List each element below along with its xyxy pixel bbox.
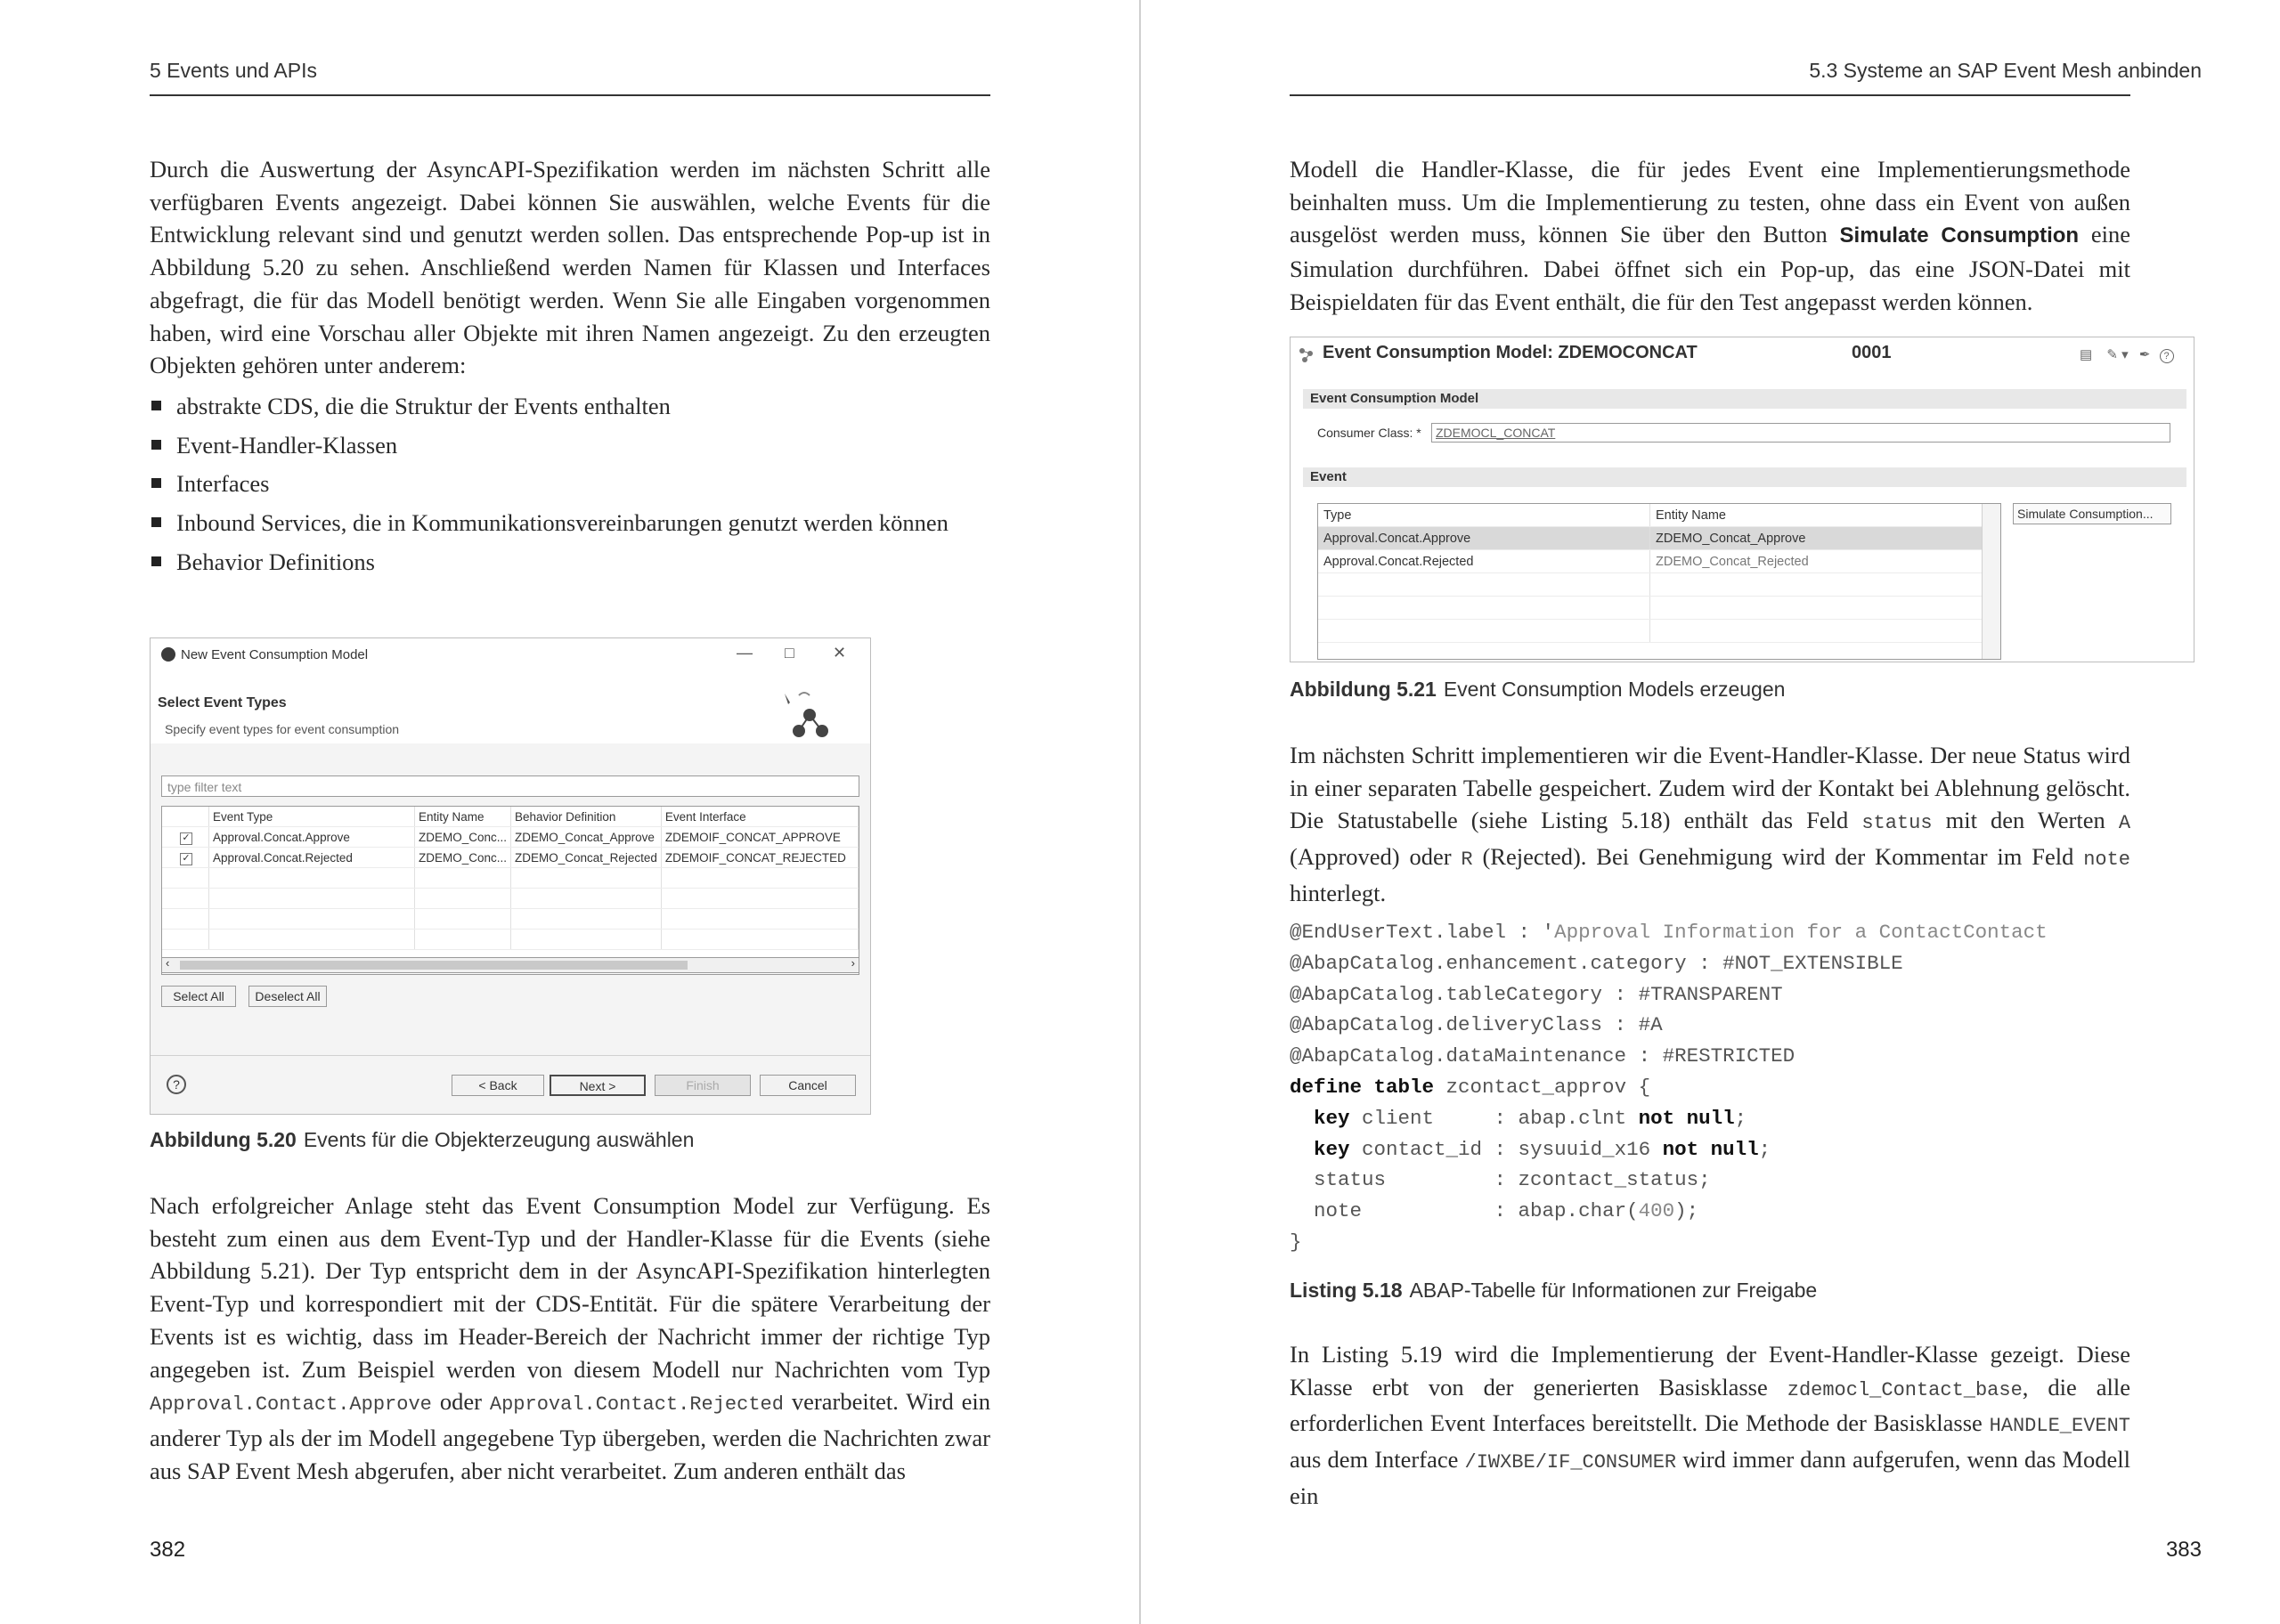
header-rule — [1290, 94, 2130, 96]
editor-title: Event Consumption Model: ZDEMOCONCAT — [1323, 343, 1698, 362]
wizard-banner — [151, 672, 870, 743]
help-icon[interactable]: ? — [167, 1075, 186, 1094]
next-button[interactable]: Next > — [550, 1075, 646, 1096]
event-table — [1317, 503, 2001, 660]
section-header[interactable]: Event — [1303, 467, 2186, 487]
list-item: Event-Handler-Klassen — [150, 429, 951, 462]
bullet-marker — [151, 517, 161, 527]
paragraph: In Listing 5.19 wird die Implementierung der Event-Handler-Klasse gezeigt. Diese Klasse erbt von der generierten Basisklasse zdemocl_Contact_base, die alle erforderlichen Event Interfaces bereitstellt. Die Methode der Basisklasse HANDLE_EVENT aus dem Interface /IWXBE/IF_CONSUMER wird immer dann aufgerufen, wenn das Modell ein — [1290, 1341, 2131, 1509]
minimize-icon[interactable]: — — [737, 644, 753, 662]
page-number: 383 — [2165, 1538, 2202, 1562]
event-consumption-model-screenshot — [1290, 337, 2194, 662]
scroll-left-icon[interactable]: ‹ — [166, 956, 170, 970]
list-item: Inbound Services, die in Kommunikationsvereinbarungen genutzt werden können — [150, 507, 960, 540]
simulate-consumption-button[interactable]: Simulate Consumption... — [2013, 503, 2171, 524]
checkbox[interactable]: ✓ — [180, 832, 192, 845]
vertical-scrollbar[interactable] — [1982, 504, 2000, 659]
ui-button-reference: Simulate Consumption — [1839, 223, 2080, 248]
table-header-row — [162, 807, 859, 827]
running-header: 5.3 Systeme an SAP Event Mesh anbinden — [1809, 59, 2202, 82]
consumer-class-field[interactable]: ZDEMOCL_CONCAT — [1431, 423, 2170, 443]
running-header: 5 Events und APIs — [150, 59, 317, 82]
eclipse-icon — [161, 647, 175, 662]
table-row[interactable]: Approval.Concat.Approve ZDEMO_Concat_Approve — [1318, 527, 1984, 550]
help-icon[interactable]: ? — [2160, 349, 2174, 363]
document-icon[interactable]: ▤ — [2080, 347, 2093, 362]
back-button[interactable]: < Back — [452, 1075, 544, 1096]
table-row[interactable]: ✓ Approval.Concat.Rejected ZDEMO_Conc... ZDEMO_Concat_Rejected ZDEMOIF_CONCAT_REJECTED — [162, 848, 859, 868]
empty-row — [162, 909, 859, 930]
column-header[interactable]: Entity Name — [415, 807, 511, 827]
paragraph — [150, 153, 990, 382]
finish-button[interactable]: Finish — [655, 1075, 751, 1096]
divider — [151, 1055, 870, 1056]
model-icon — [1298, 346, 1315, 364]
left-page — [0, 0, 1139, 1624]
code-listing: @EndUserText.label : 'Approval Information for a ContactContact @AbapCatalog.enhancement.category : #NOT_EXTENSIBLE @AbapCatalog.tableCategory : #TRANSPARENT @AbapCatalog.deliveryClass : #A @AbapCatalog.dataMaintenance : #RESTRICTED define table zcontact_approv { key client : abap.clnt not null; key contact_id : sysuuid_x16 not null; status : zcontact_status; note : abap.char(400); } — [1290, 921, 2048, 1254]
dropdown-icon[interactable]: ▾ — [2121, 347, 2129, 362]
cancel-button[interactable]: Cancel — [760, 1075, 856, 1096]
select-all-button[interactable]: Select All — [161, 986, 236, 1007]
column-header[interactable]: Event Type — [209, 807, 415, 827]
dialog-screenshot — [150, 637, 871, 1115]
editor-number: 0001 — [1852, 343, 1892, 362]
column-header[interactable]: Entity Name — [1650, 504, 1984, 527]
empty-row — [162, 930, 859, 950]
deselect-all-button[interactable]: Deselect All — [248, 986, 327, 1007]
consumer-class-label: Consumer Class: * — [1317, 426, 1421, 440]
empty-row — [1318, 597, 1984, 620]
paragraph-text: Durch die Auswertung der AsyncAPI-Spezifikation werden im nächsten Schritt alle verfügbaren Events angezeigt. Dabei können Sie auswählen, welche Events für die Entwicklung relevant sind und genutzt werden sollen. Das entsprechende Pop-up ist in Abbildung 5.20 zu sehen. Anschließend werden Namen für Klassen und Interfaces abgefragt, die für das Modell benötigt werden. Wenn Sie alle Eingaben vorgenommen haben, wird eine Vorschau aller Objekte mit ihren Namen angezeigt. Zu den erzeugten Objekten gehören unter anderem: — [150, 156, 990, 379]
maximize-icon[interactable]: □ — [785, 644, 794, 662]
empty-row — [1318, 620, 1984, 643]
network-graphic-icon — [772, 681, 843, 738]
checkbox[interactable]: ✓ — [180, 853, 192, 865]
empty-row — [162, 889, 859, 909]
section-header[interactable]: Event Consumption Model — [1303, 389, 2186, 409]
horizontal-scrollbar[interactable] — [161, 957, 859, 973]
column-header[interactable]: Type — [1318, 504, 1650, 527]
close-icon[interactable]: ✕ — [833, 644, 847, 662]
bullet-marker — [151, 478, 161, 488]
column-header[interactable]: Event Interface — [661, 807, 858, 827]
paragraph: Modell die Handler-Klasse, die für jedes Event eine Implementierungsmethode beinhalten muss. Um die Implementierung zu testen, ohne dass ein Event von außen ausgelöst werden muss, können Sie über den Button Simulate Consumption eine Simulation durchführen. Dabei öffnet sich ein Pop-up, das eine JSON-Datei mit Beispieldaten für das Event enthält, die für den Test angepasst werden können. — [1290, 156, 2131, 315]
header-rule — [150, 94, 990, 96]
wizard-subheading: Specify event types for event consumption — [165, 722, 400, 736]
list-item: abstrakte CDS, die die Struktur der Events enthalten — [150, 390, 951, 423]
bullet-marker — [151, 556, 161, 566]
table-header-row — [1318, 504, 1984, 527]
bullet-list — [150, 390, 951, 585]
dialog-title: New Event Consumption Model — [181, 647, 369, 662]
bullet-marker — [151, 440, 161, 450]
paragraph: Im nächsten Schritt implementieren wir die Event-Handler-Klasse. Der neue Status wird in einer separaten Tabelle gespeichert. Zudem wird der Kontakt bei Ablehnung gelöscht. Die Statustabelle (siehe Listing 5.18) enthält das Feld status mit den Werten A (Approved) oder R (Rejected). Bei Genehmigung wird der Kommentar im Feld note hinterlegt. — [1290, 742, 2131, 906]
page-number: 382 — [150, 1538, 186, 1562]
event-type-table — [161, 806, 859, 975]
empty-row — [162, 868, 859, 889]
empty-row — [1318, 573, 1984, 597]
dialog-titlebar — [151, 638, 870, 673]
list-item: Behavior Definitions — [150, 546, 951, 579]
scroll-right-icon[interactable]: › — [851, 956, 855, 970]
table-row[interactable]: Approval.Concat.Rejected ZDEMO_Concat_Rejected — [1318, 550, 1984, 573]
scrollbar-thumb[interactable] — [180, 961, 688, 970]
edit-icon[interactable]: ✎ — [2106, 347, 2118, 362]
list-item: Interfaces — [150, 467, 951, 500]
filter-input[interactable]: type filter text — [161, 775, 859, 797]
column-header[interactable]: Behavior Definition — [511, 807, 662, 827]
toolbar-icons — [2080, 346, 2174, 363]
table-row[interactable]: ✓ Approval.Concat.Approve ZDEMO_Conc... ZDEMO_Concat_Approve ZDEMOIF_CONCAT_APPROVE — [162, 827, 859, 848]
figure-caption: Abbildung 5.20 Events für die Objekterzeugung auswählen — [150, 1128, 695, 1151]
listing-caption: Listing 5.18 ABAP-Tabelle für Informationen zur Freigabe — [1290, 1279, 1818, 1302]
bullet-marker — [151, 401, 161, 410]
paragraph: Nach erfolgreicher Anlage steht das Event Consumption Model zur Verfügung. Es besteht zum einen aus dem Event-Typ und der Handler-Klasse für die Events (siehe Abbildung 5.21). Der Typ entspricht dem in der AsyncAPI-Spezifikation hinterlegten Event-Typ und korrespondiert mit der CDS-Entität. Für die spätere Verarbeitung der Events ist es wichtig, dass im Header-Bereich der Nachricht immer der richtige Typ angegeben ist. Zum Beispiel werden von diesem Modell nur Nachrichten vom Typ Approval.Contact.Approve oder Approval.Contact.Rejected verarbeitet. Wird ein anderer Typ als der im Modell angegebene Typ übergeben, werden die Nachrichten zwar aus SAP Event Mesh abgerufen, aber nicht verarbeitet. Zum anderen enthält das — [150, 1192, 991, 1484]
figure-caption: Abbildung 5.21 Event Consumption Models erzeugen — [1290, 678, 1786, 701]
wizard-heading: Select Event Types — [158, 695, 287, 710]
pen-icon[interactable]: ✒ — [2138, 347, 2151, 362]
